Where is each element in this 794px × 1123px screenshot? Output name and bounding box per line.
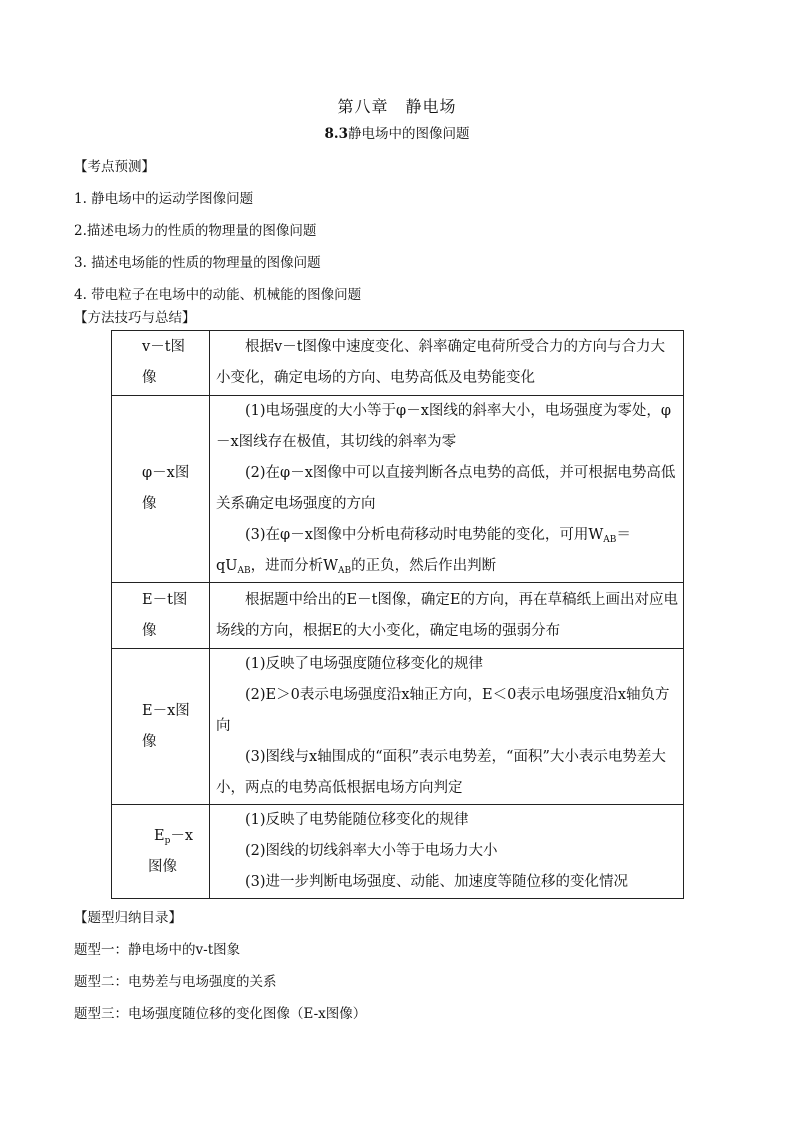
row-key-line: E－x图	[142, 702, 190, 719]
description-paragraph: (2)图线的切线斜率大小等于电场力大小	[245, 843, 498, 859]
row-key	[112, 396, 210, 583]
row-key	[112, 649, 210, 805]
row-key-line: φ－x图	[142, 465, 190, 481]
subscript: AB	[237, 566, 251, 576]
row-description	[210, 331, 684, 396]
forecast-item: 4. 带电粒子在电场中的动能、机械能的图像问题	[74, 287, 362, 303]
row-key-line: 像	[142, 733, 157, 750]
forecast-item: 3. 描述电场能的性质的物理量的图像问题	[74, 255, 321, 271]
row-key-line: 像	[142, 622, 157, 639]
description-paragraph: (2)E＞0表示电场强度沿x轴正方向，E＜0表示电场强度沿x轴负方向	[216, 687, 670, 734]
methods-heading: 【方法技巧与总结】	[74, 310, 196, 326]
row-key	[112, 583, 210, 649]
catalog-item: 题型一：静电场中的v-t图象	[74, 942, 241, 958]
description-paragraph: (1)反映了电场强度随位移变化的规律	[245, 656, 484, 672]
text-run: ＝qU	[216, 527, 631, 574]
chapter-title: 第八章 静电场	[337, 97, 457, 116]
subscript: AB	[338, 566, 352, 576]
subscript: AB	[603, 535, 617, 545]
text-run: 的正负，然后作出判断	[351, 558, 497, 574]
table-row	[112, 805, 684, 899]
description-paragraph: (3)进一步判断电场强度、动能、加速度等随位移的变化情况	[245, 874, 629, 890]
description-paragraph	[216, 520, 679, 582]
forecast-item: 2.描述电场力的性质的物理量的图像问题	[74, 223, 317, 239]
row-key-line: 像	[142, 370, 157, 386]
row-key-line: v－t图	[142, 339, 186, 355]
subscript: p	[164, 835, 171, 846]
description-paragraph: (1)反映了电势能随位移变化的规律	[245, 812, 469, 828]
section-title	[0, 122, 794, 142]
forecast-item: 1. 静电场中的运动学图像问题	[74, 191, 254, 207]
row-key-line: 图像	[148, 858, 177, 875]
row-description	[210, 805, 684, 899]
text-run: E	[154, 827, 165, 844]
row-description	[210, 396, 684, 583]
row-key-line: E－t图	[142, 591, 188, 608]
section-number: 8.3	[324, 126, 348, 142]
table-row	[112, 396, 684, 583]
row-key-line	[148, 821, 203, 852]
row-description	[210, 649, 684, 805]
row-key	[112, 805, 210, 899]
catalog-item: 题型二：电势差与电场强度的关系	[74, 974, 277, 990]
table-row	[112, 331, 684, 396]
description-paragraph: 根据v－t图像中速度变化、斜率确定电荷所受合力的方向与合力大小变化，确定电场的方向、电势高低及电势能变化	[216, 339, 666, 386]
description-paragraph: 根据题中给出的E－t图像，确定E的方向，再在草稿纸上画出对应电场线的方向，根据E的大小变化，确定电场的强弱分布	[216, 591, 678, 639]
section-title-text: 静电场中的图像问题	[348, 126, 470, 142]
text-run: －x	[170, 827, 194, 844]
table-row	[112, 583, 684, 649]
table-row	[112, 649, 684, 805]
forecast-heading: 【考点预测】	[74, 159, 155, 175]
catalog-item: 题型三：电场强度随位移的变化图像（E-x图像）	[74, 1006, 367, 1022]
catalog-heading: 【题型归纳目录】	[74, 910, 182, 926]
description-paragraph: (2)在φ－x图像中可以直接判断各点电势的高低，并可根据电势高低关系确定电场强度的方向	[216, 465, 676, 512]
text-run: (3)在φ－x图像中分析电荷移动时电势能的变化，可用W	[245, 527, 604, 543]
text-run: ，进而分析W	[250, 558, 339, 574]
row-key-line: 像	[142, 496, 157, 512]
row-description	[210, 583, 684, 649]
description-paragraph: (1)电场强度的大小等于φ－x图线的斜率大小，电场强度为零处，φ－x图线存在极值，其切线的斜率为零	[216, 403, 672, 450]
methods-table	[111, 330, 684, 899]
description-paragraph: (3)图线与x轴围成的“面积”表示电势差，“面积”大小表示电势差大小，两点的电势高低根据电场方向判定	[216, 749, 666, 796]
row-key	[112, 331, 210, 396]
